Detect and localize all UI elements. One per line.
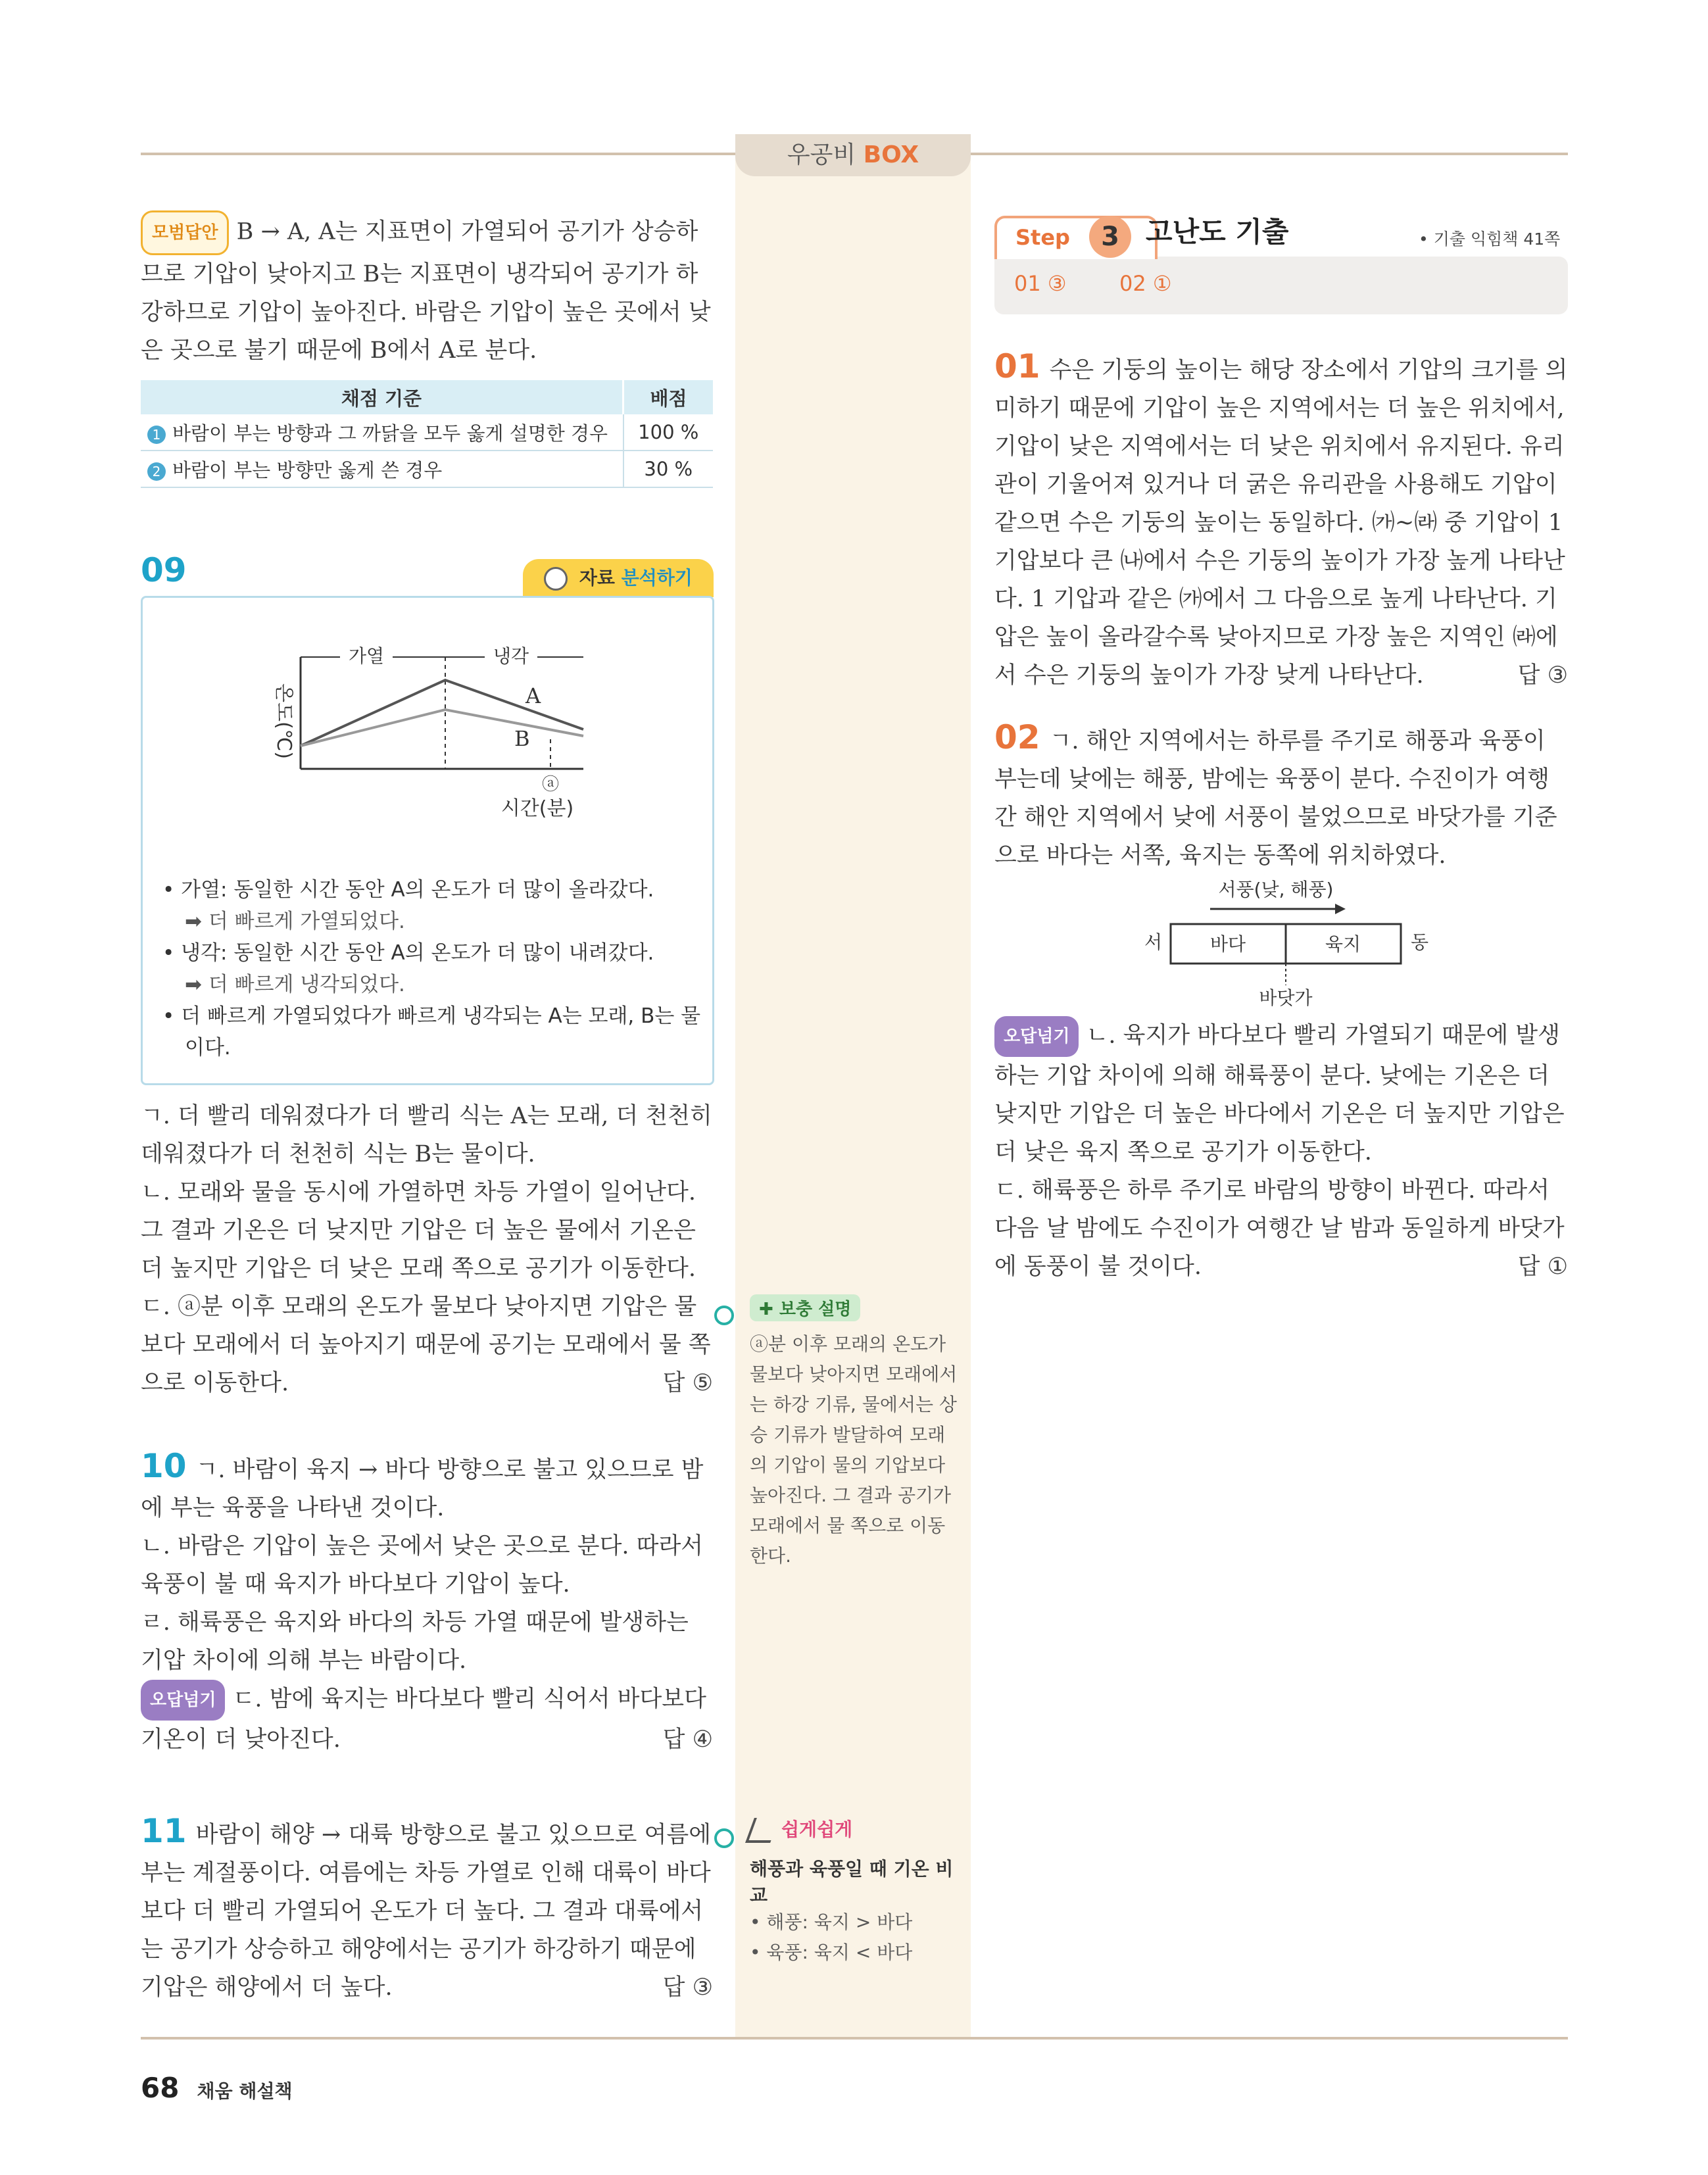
q09-tag-suffix: 분석하기 [621,567,693,589]
list-item: • 냉각: 동일한 시간 동안 A의 온도가 더 많이 내려갔다. [162,941,654,965]
q10-number: 10 [141,1447,187,1485]
q09-number: 09 [141,551,187,589]
chart-cool-label: 냉각 [493,645,529,667]
chart-ylabel: 온도(℃) [272,683,295,760]
table-row [141,414,713,451]
r02-wrong-paragraph: ㄷ. 해륙풍은 하루 주기로 바람의 방향이 바뀐다. 따라서 다음 날 밤에도 수진이가 여행간 날 밤과 동일하게 바닷가에 동풍이 불 것이다. [994,1177,1565,1280]
sea-land-diagram [1111,875,1506,1006]
score-header-criterion: 채점 기준 [141,380,623,414]
pencil-icon [544,567,568,591]
q11-number: 11 [141,1812,187,1850]
model-answer [141,210,713,370]
r02-wrong-badge: 오답넘기 [994,1016,1079,1057]
easy-badge: 쉽게쉽게 [750,1815,960,1843]
easy-connector [714,1828,734,1848]
east-label: 동 [1411,931,1429,953]
q10 [141,1447,713,1759]
list-item: • 더 빠르게 가열되었다가 빠르게 냉각되는 A는 모래, B는 물 [162,1004,701,1028]
r01-number: 01 [994,347,1040,385]
q09-paragraph: ㄷ. ⓐ분 이후 모래의 온도가 물보다 낮아지면 기압은 물보다 모래에서 더 높아지기 때문에 공기는 모래에서 물 쪽으로 이동한다. 답 ⑤ [141,1288,713,1402]
pencil-icon [745,1818,779,1843]
step3-ref: • 기출 익힘책 41쪽 [1419,230,1561,249]
list-item: 이다. [185,1036,231,1060]
q09-bullets [162,874,702,1063]
box-column [735,153,971,2037]
row-score: 100 % [623,414,714,451]
r02-text: ㄱ. 해안 지역에서는 하루를 주기로 해풍과 육풍이 부는데 낮에는 해풍, 밤에는 육풍이 분다. 수진이가 여행 간 해안 지역에서 낮에 서풍이 불었으므로 바닷가를 기준으로 바다는 서쪽, 육지는 동쪽에 위치하였다. [994,728,1557,869]
q09-analysis-box [141,596,714,1085]
step3-answer-1: 01 ③ [1014,271,1067,296]
score-header-points: 배점 [623,380,714,414]
bottom-rule [141,2037,1568,2040]
row-criterion: 바람이 부는 방향과 그 까닭을 모두 옳게 설명한 경우 [172,422,608,445]
box-header [735,134,971,176]
r02-wrong-paragraph: ㄴ. 육지가 바다보다 빨리 가열되기 때문에 발생하는 기압 차이에 의해 해륙풍이 분다. 낮에는 기온은 더 낮지만 기압은 더 높은 바다에서 기온은 더 높지만 기압은 더 낮은 육지 쪽으로 공기가 이동한다. [994,1022,1565,1165]
q10-wrong-text: ㄷ. 밤에 육지는 바다보다 빨리 식어서 바다보다 기온이 더 낮아진다. [141,1686,706,1753]
row-score: 30 % [623,451,714,487]
footer [141,2072,293,2104]
model-answer-text: B → A, A는 지표면이 가열되어 공기가 상승하므로 기압이 낮아지고 B는 지표면이 냉각되어 공기가 하강하므로 기압이 높아진다. 바람은 기압이 높은 곳에서 낮은 곳으로 불기 때문에 B에서 A로 분다. [141,218,711,364]
wind-label: 서풍(낮, 해풍) [1218,879,1334,900]
series-b-label: B [514,726,530,751]
chart-marker: ⓐ [542,775,560,794]
list-item: ➡ 더 빠르게 냉각되었다. [185,973,405,996]
q10-paragraph: ㄹ. 해륙풍은 육지와 바다의 차등 가열 때문에 발생하는 기압 차이에 의해 부는 바람이다. [141,1609,689,1674]
step3-title: 고난도 기출 [1146,216,1289,248]
q09-answer: 답 ⑤ [662,1370,713,1396]
r02-number: 02 [994,718,1040,756]
q11 [141,1812,713,2007]
supplement-note [750,1294,960,1571]
row-number: 2 [147,462,166,481]
step3-number: 3 [1089,216,1131,258]
step3-header [994,210,1568,319]
score-table [141,380,713,488]
shore-label: 바닷가 [1259,987,1313,1006]
book-title: 채움 해설책 [197,2080,293,2102]
table-row [141,451,713,487]
q09-paragraph: ㄱ. 더 빨리 데워졌다가 더 빨리 식는 A는 모래, 더 천천히 데워졌다가 더 천천히 식는 B는 물이다. [141,1103,712,1167]
page-number: 68 [141,2072,180,2104]
r02-wrong [994,1016,1568,1286]
step3-panel [994,257,1568,314]
row-number: 1 [147,426,166,444]
q09-paragraph: ㄴ. 모래와 물을 동시에 가열하면 차등 가열이 일어난다. 그 결과 기온은 더 낮지만 기압은 더 높은 물에서 기온은 더 높지만 기압은 더 낮은 모래 쪽으로 공기가 이동한다. [141,1179,696,1282]
q10-paragraph: ㄱ. 바람이 육지 → 바다 방향으로 불고 있으므로 밤에 부는 육풍을 나타낸 것이다. [141,1457,704,1521]
list-item: ➡ 더 빠르게 가열되었다. [185,910,405,933]
sea-label: 바다 [1209,933,1246,955]
q09-tag-prefix: 자료 [579,567,615,589]
temperature-chart [143,618,712,881]
list-item: • 가열: 동일한 시간 동안 A의 온도가 더 많이 올라갔다. [162,878,654,902]
easy-note [750,1815,960,1968]
chart-heat-label: 가열 [348,645,385,667]
q10-answer: 답 ④ [662,1726,713,1753]
q11-answer: 답 ③ [662,1974,713,2001]
r01-answer: 답 ③ [1517,662,1568,689]
q09-tag [523,559,714,597]
supplement-text: ⓐ분 이후 모래의 온도가 물보다 낮아지면 모래에서는 하강 기류, 물에서는 상승 기류가 발달하여 모래의 기압이 물의 기압보다 높아진다. 그 결과 공기가 모래에서 물 쪽으로 이동한다. [750,1333,958,1567]
q10-paragraph: ㄴ. 바람은 기압이 높은 곳에서 낮은 곳으로 분다. 따라서 육풍이 불 때 육지가 바다보다 기압이 높다. [141,1533,704,1598]
land-label: 육지 [1325,933,1361,955]
chart-xlabel: 시간(분) [500,797,574,820]
supplement-badge: ✚ 보충 설명 [750,1294,860,1321]
q11-text: 바람이 해양 → 대륙 방향으로 불고 있으므로 여름에 부는 계절풍이다. 여름에는 차등 가열로 인해 대륙이 바다보다 더 빨리 가열되어 온도가 더 높다. 그 결과 대륙에서는 공기가 상승하고 해양에서는 공기가 하강하기 때문에 기압은 해양에서 더 높다. [141,1822,712,2001]
step3-label: Step [1015,225,1070,250]
step3-tab [994,216,1158,259]
series-a-label: A [525,683,541,708]
model-answer-badge: 모범답안 [141,210,229,255]
list-item: • 해풍: 육지 > 바다 [750,1911,913,1933]
list-item: • 육풍: 육지 < 바다 [750,1942,913,1963]
supplement-connector [714,1306,734,1325]
box-title-prefix: 우공비 [787,141,856,168]
r01 [994,347,1568,695]
easy-title: 해풍과 육풍일 때 기온 비교 [750,1858,954,1906]
step3-answer-2: 02 ① [1119,271,1172,296]
q10-wrong-badge: 오답넘기 [141,1680,225,1721]
r02-answer: 답 ① [1517,1254,1568,1280]
r02 [994,718,1568,875]
r01-text: 수은 기둥의 높이는 해당 장소에서 기압의 크기를 의미하기 때문에 기압이 높은 지역에서는 더 높은 위치에서, 기압이 낮은 지역에서는 더 낮은 위치에서 유지된다. 유리관이 기울어져 있거나 더 굵은 유리관을 사용해도 기압이 같으면 수은 기둥의 높이는 동일하다. ㈎~㈑ 중 기압이 1 기압보다 큰 ㈏에서 수은 기둥의 높이가 가장 높게 나타난다. 1 기압과 같은 ㈎에서 그 다음으로 높게 나타난다. 기압은 높이 올라갈수록 낮아지므로 가장 높은 지역인 ㈑에서 수은 기둥의 높이가 가장 낮게 나타난다. [994,357,1568,689]
west-label: 서 [1144,931,1163,953]
box-title-suffix: BOX [863,141,919,168]
q09-explanation [141,1097,713,1402]
row-criterion: 바람이 부는 방향만 옳게 쓴 경우 [172,458,443,481]
